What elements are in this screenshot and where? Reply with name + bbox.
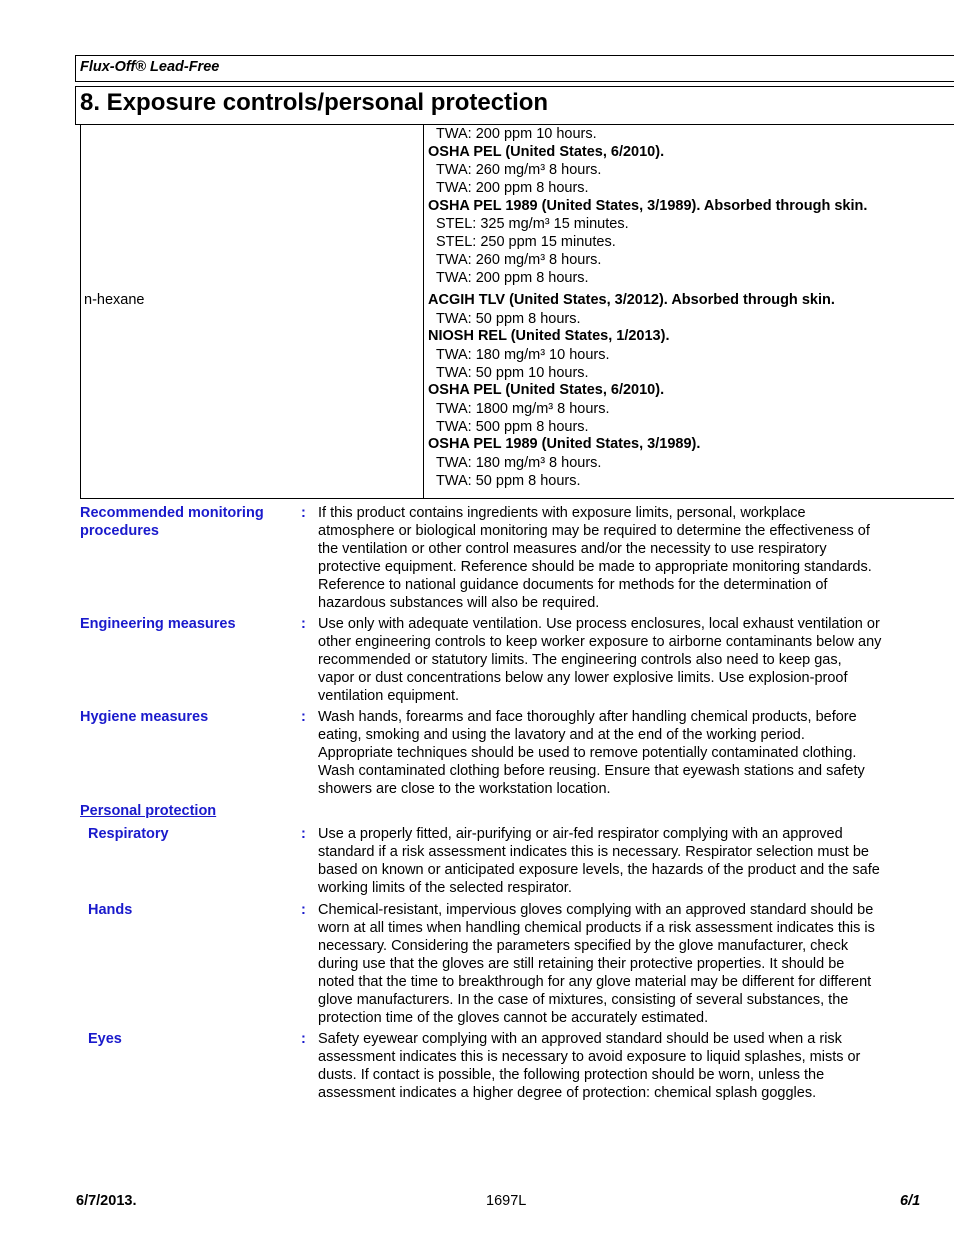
monitoring-text-line: Reference to national guidance documents for methods for the determination of — [318, 577, 828, 593]
respiratory-text-line: working limits of the selected respirator. — [318, 880, 572, 896]
limit-authority: OSHA PEL (United States, 6/2010). — [428, 382, 665, 398]
limit-line: TWA: 260 mg/m³ 8 hours. — [436, 252, 602, 268]
engineering-text-line: Use only with adequate ventilation. Use process enclosures, local exhaust ventilation or — [318, 616, 880, 632]
colon-separator: : — [301, 616, 306, 632]
hygiene-text — [318, 708, 928, 798]
monitoring-text-line: If this product contains ingredients with exposure limits, personal, workplace — [318, 505, 806, 521]
colon-separator: : — [301, 505, 306, 521]
hands-text-line: necessary. Considering the parameters specified by the glove manufacturer, check — [318, 938, 849, 954]
engineering-label: Engineering measures — [80, 616, 236, 632]
monitoring-text-line: atmosphere or biological monitoring may be required to determine the effectiveness of — [318, 523, 870, 539]
limit-line: TWA: 50 ppm 10 hours. — [436, 365, 589, 381]
hands-text-line: noted that the time to breakthrough for any glove material may be different for different — [318, 974, 872, 990]
limit-authority: OSHA PEL 1989 (United States, 3/1989). Absorbed through skin. — [428, 198, 868, 214]
colon-separator: : — [301, 709, 306, 725]
hygiene-text-line: Wash hands, forearms and face thoroughly after handling chemical products, before — [318, 709, 857, 725]
hands-text — [318, 901, 928, 1027]
eyes-text — [318, 1030, 928, 1102]
footer-date: 6/7/2013. — [76, 1193, 137, 1209]
colon-separator: : — [301, 1031, 306, 1047]
hands-text-line: protection time of the gloves cannot be accurately estimated. — [318, 1010, 709, 1026]
hands-label: Hands — [88, 902, 133, 918]
monitoring-label-line: procedures — [80, 523, 159, 539]
limit-line: TWA: 500 ppm 8 hours. — [436, 419, 589, 435]
hands-text-line: glove manufacturers. In the case of mixtures, consisting of several substances, the — [318, 992, 849, 1008]
hygiene-label: Hygiene measures — [80, 709, 209, 725]
limit-line: TWA: 50 ppm 8 hours. — [436, 311, 581, 327]
limit-line: STEL: 325 mg/m³ 15 minutes. — [436, 216, 629, 232]
eyes-text-line: Safety eyewear complying with an approved standard should be used when a risk — [318, 1031, 842, 1047]
respiratory-label: Respiratory — [88, 826, 169, 842]
limit-line: TWA: 180 mg/m³ 10 hours. — [436, 347, 610, 363]
hygiene-text-line: Appropriate techniques should be used to remove potentially contaminated clothing. — [318, 745, 857, 761]
footer-document-code: 1697L — [486, 1193, 527, 1209]
engineering-text — [318, 615, 928, 705]
monitoring-text-line: hazardous substances will also be required. — [318, 595, 600, 611]
respiratory-text-line: Use a properly fitted, air-purifying or air-fed respirator complying with an approved — [318, 826, 843, 842]
limit-line: TWA: 200 ppm 8 hours. — [436, 270, 589, 286]
respiratory-text-line: standard if a risk assessment indicates this is necessary. Respirator selection must be — [318, 844, 869, 860]
section-title: 8. Exposure controls/personal protection — [80, 89, 549, 116]
eyes-text-line: dusts. If contact is possible, the following protection should be worn, unless the — [318, 1067, 825, 1083]
monitoring-text-line: protective equipment. Reference should be made to appropriate monitoring standards. — [318, 559, 872, 575]
exposure-limits-column — [428, 125, 948, 499]
monitoring-label — [80, 504, 264, 540]
engineering-text-line: vapor or dust concentrations below any lower explosive limits. Use explosion-proof — [318, 670, 848, 686]
eyes-label: Eyes — [88, 1031, 122, 1047]
limit-authority: OSHA PEL 1989 (United States, 3/1989). — [428, 436, 701, 452]
limit-line: TWA: 1800 mg/m³ 8 hours. — [436, 401, 610, 417]
monitoring-label-line: Recommended monitoring — [80, 505, 264, 521]
monitoring-text — [318, 504, 928, 612]
limit-line: TWA: 50 ppm 8 hours. — [436, 473, 581, 489]
limit-authority: OSHA PEL (United States, 6/2010). — [428, 144, 665, 160]
limit-line: STEL: 250 ppm 15 minutes. — [436, 234, 616, 250]
colon-separator: : — [301, 902, 306, 918]
product-name: Flux-Off® Lead-Free — [80, 59, 220, 75]
hands-text-line: worn at all times when handling chemical products if a risk assessment indicates this is — [318, 920, 875, 936]
respiratory-text-line: based on known or anticipated exposure levels, the hazards of the product and the safe — [318, 862, 880, 878]
eyes-text-line: assessment indicates this is necessary to avoid exposure to liquid splashes, mists or — [318, 1049, 861, 1065]
ingredient-name: n-hexane — [84, 292, 145, 308]
limit-authority: ACGIH TLV (United States, 3/2012). Absorbed through skin. — [428, 292, 835, 308]
engineering-text-line: recommended or statutory limits. The engineering controls also need to keep gas, — [318, 652, 842, 668]
personal-protection-link[interactable]: Personal protection — [80, 803, 217, 819]
hygiene-text-line: Wash contaminated clothing before reusing. Ensure that eyewash stations and safety — [318, 763, 865, 779]
limit-line: TWA: 200 ppm 8 hours. — [436, 180, 589, 196]
hands-text-line: Chemical-resistant, impervious gloves complying with an approved standard should be — [318, 902, 874, 918]
monitoring-text-line: the ventilation or other control measures and/or the necessity to use respiratory — [318, 541, 827, 557]
eyes-text-line: assessment indicates a higher degree of protection: chemical splash goggles. — [318, 1085, 817, 1101]
limit-authority: NIOSH REL (United States, 1/2013). — [428, 328, 670, 344]
limit-line: TWA: 200 ppm 10 hours. — [436, 126, 597, 142]
engineering-text-line: ventilation equipment. — [318, 688, 460, 704]
limit-line: TWA: 180 mg/m³ 8 hours. — [436, 455, 602, 471]
hygiene-text-line: eating, smoking and using the lavatory and at the end of the working period. — [318, 727, 805, 743]
hands-text-line: during use that the gloves are still retaining their protective properties. It should be — [318, 956, 845, 972]
footer-page-number: 6/1 — [900, 1193, 921, 1209]
engineering-text-line: other engineering controls to keep worker exposure to airborne contaminants below any — [318, 634, 882, 650]
hygiene-text-line: showers are close to the workstation location. — [318, 781, 611, 797]
table-column-divider — [423, 125, 424, 499]
limit-line: TWA: 260 mg/m³ 8 hours. — [436, 162, 602, 178]
respiratory-text — [318, 825, 928, 897]
colon-separator: : — [301, 826, 306, 842]
